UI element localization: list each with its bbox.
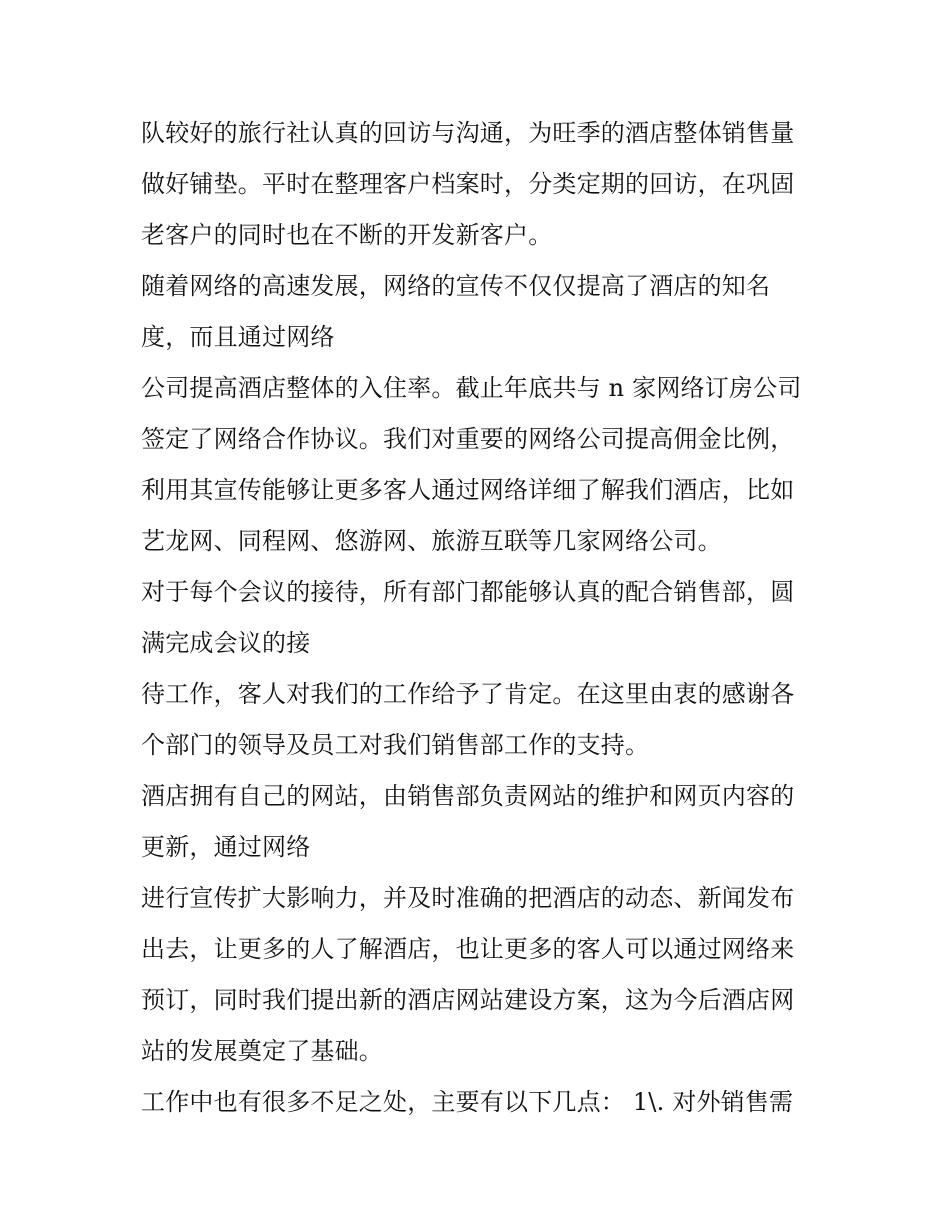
- text-line: 工作中也有很多不足之处，主要有以下几点： 1\. 对外销售需: [141, 1088, 794, 1116]
- text-line: 站的发展奠定了基础。: [141, 1037, 383, 1065]
- body-text: [141, 108, 821, 1128]
- text-line: 进行宣传扩大影响力，并及时准确的把酒店的动态、新闻发布: [141, 884, 795, 912]
- text-line: 度，而且通过网络: [141, 323, 335, 351]
- text-line: 老客户的同时也在不断的开发新客户。: [141, 221, 553, 249]
- text-line: 满完成会议的接: [141, 629, 311, 657]
- text-line: 队较好的旅行社认真的回访与沟通，为旺季的酒店整体销售量: [141, 119, 795, 147]
- text-line: 随着网络的高速发展，网络的宣传不仅仅提高了酒店的知名: [141, 272, 771, 300]
- text-line: 出去，让更多的人了解酒店，也让更多的客人可以通过网络来: [141, 935, 795, 963]
- text-line: 更新，通过网络: [141, 833, 311, 861]
- text-line: 对于每个会议的接待，所有部门都能够认真的配合销售部，圆: [141, 578, 795, 606]
- text-line: 利用其宣传能够让更多客人通过网络详细了解我们酒店，比如: [141, 476, 795, 504]
- text-line: 公司提高酒店整体的入住率。截止年底共与 n 家网络订房公司: [141, 374, 802, 402]
- text-line: 艺龙网、同程网、悠游网、旅游互联等几家网络公司。: [141, 527, 722, 555]
- text-line: 酒店拥有自己的网站，由销售部负责网站的维护和网页内容的: [141, 782, 795, 810]
- text-line: 预订，同时我们提出新的酒店网站建设方案，这为今后酒店网: [141, 986, 795, 1014]
- text-line: 个部门的领导及员工对我们销售部工作的支持。: [141, 731, 650, 759]
- text-line: 签定了网络合作协议。我们对重要的网络公司提高佣金比例，: [141, 425, 795, 453]
- text-line: 做好铺垫。平时在整理客户档案时，分类定期的回访，在巩固: [141, 170, 795, 198]
- text-line: 待工作，客人对我们的工作给予了肯定。在这里由衷的感谢各: [141, 680, 795, 708]
